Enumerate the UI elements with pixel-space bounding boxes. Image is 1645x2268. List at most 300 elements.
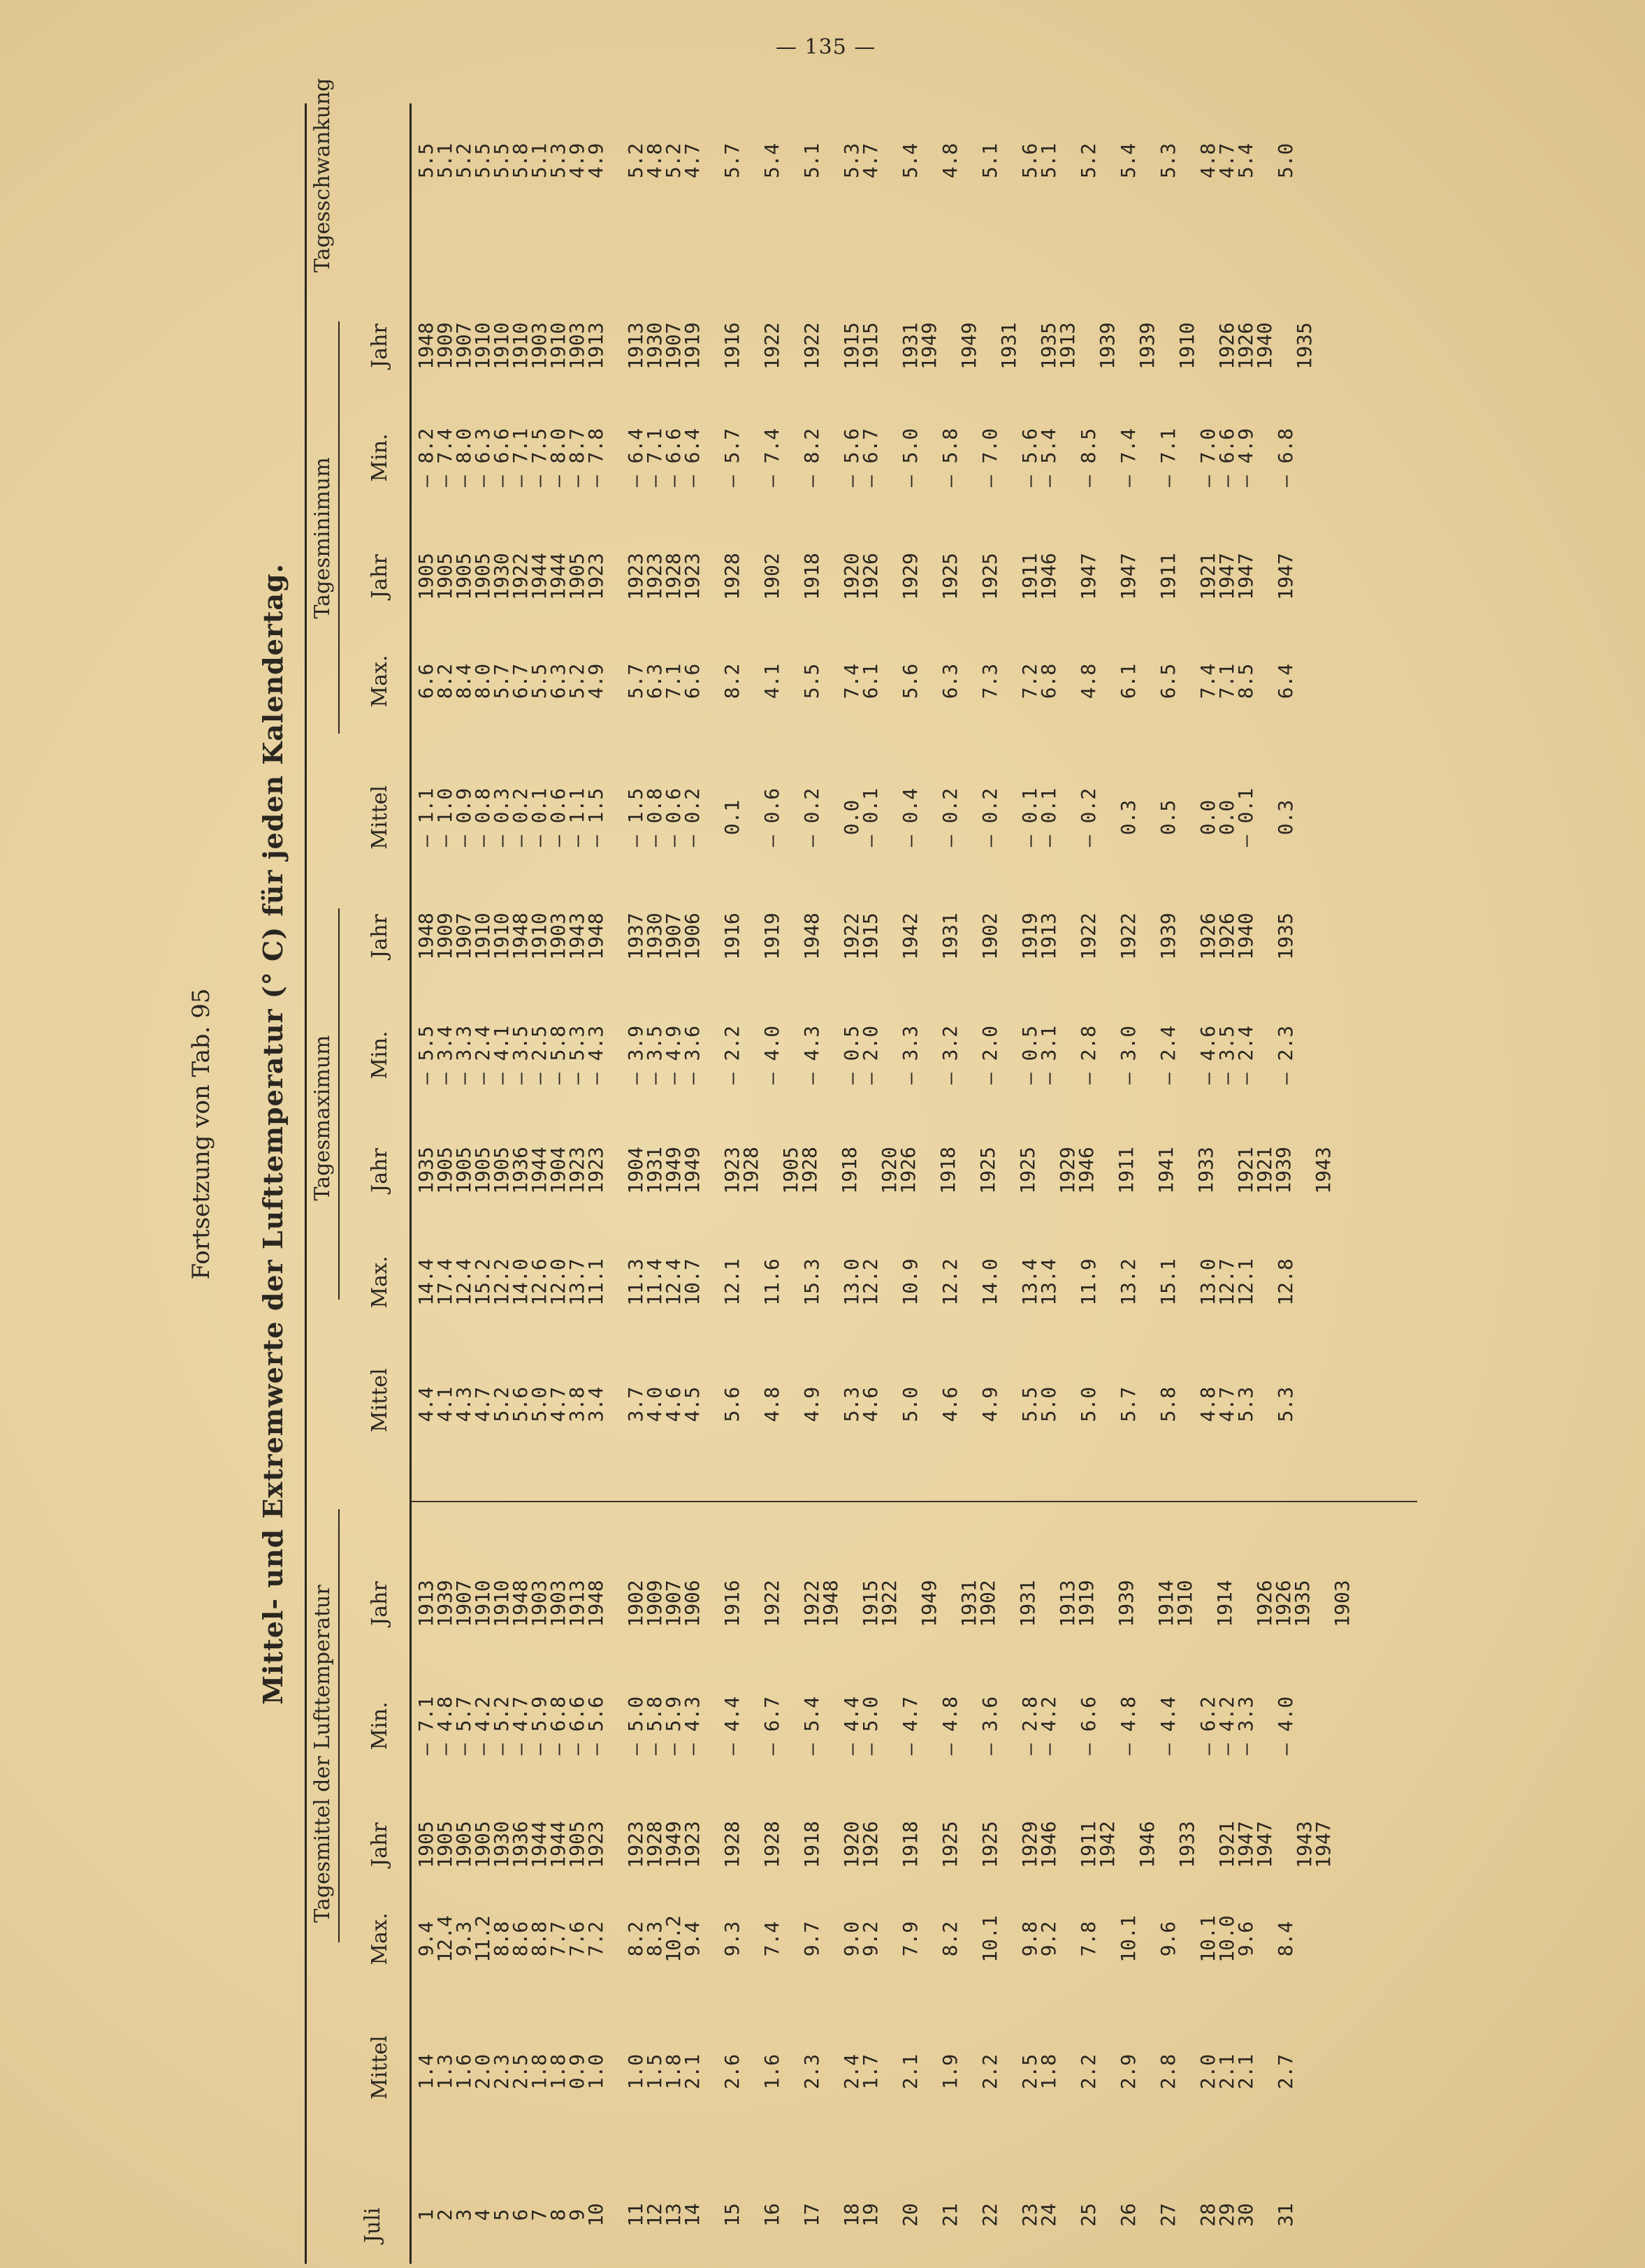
cell-l: 8.2	[720, 663, 744, 699]
cell-h: 1905	[471, 1147, 494, 1194]
cell-j: 1940	[1234, 913, 1257, 960]
cell-p: 5.4	[760, 143, 783, 179]
cell-h: 1918	[838, 1147, 861, 1194]
cell-g: 15.2	[471, 1258, 494, 1306]
cell-day: 15	[720, 2203, 744, 2227]
cell-p: 5.1	[1037, 143, 1060, 179]
cell-h: 1929	[1056, 1147, 1079, 1194]
cell-h: 1931	[643, 1147, 666, 1194]
month-header: Juli	[361, 2207, 385, 2243]
cell-b: 7.8	[1077, 1921, 1100, 1957]
cell-a: 1.6	[760, 2053, 783, 2090]
cell-a: 1.8	[662, 2053, 685, 2090]
cell-c: 1946	[1037, 1821, 1060, 1868]
cell-i: — 3.4	[433, 1025, 456, 1085]
cell-f: 4.7	[1215, 1386, 1238, 1423]
cell-n: — 7.0	[978, 428, 1001, 488]
cell-h: 1905	[779, 1147, 802, 1194]
column-e	[414, 1572, 1354, 1635]
cell-f: 5.3	[840, 1386, 863, 1423]
cell-f: 3.4	[584, 1386, 607, 1423]
cell-i: — 2.5	[528, 1025, 551, 1085]
cell-m: 1911	[1157, 553, 1180, 600]
cell-i: — 0.5	[1018, 1025, 1041, 1085]
cell-p: 5.3	[546, 143, 570, 179]
cell-g: 17.4	[433, 1258, 456, 1306]
cell-n: — 5.8	[939, 428, 962, 488]
cell-k: 0.5	[1157, 799, 1180, 836]
cell-m: 1923	[681, 553, 704, 600]
cell-b: 8.3	[643, 1921, 666, 1957]
cell-l: 7.4	[1196, 663, 1219, 699]
cell-k: — 0.1	[1234, 787, 1257, 848]
cell-d: — 4.4	[1157, 1696, 1180, 1756]
cell-a: 2.2	[978, 2053, 1001, 2090]
cell-h: 1943	[1312, 1147, 1335, 1194]
cell-h: 1904	[624, 1147, 647, 1194]
cell-a: 1.3	[433, 2053, 456, 2090]
cell-day: 12	[643, 2203, 666, 2227]
cell-day: 8	[546, 2209, 570, 2221]
cell-c: 1944	[528, 1821, 551, 1868]
cell-l: 5.7	[624, 663, 647, 699]
cell-d: — 4.2	[1215, 1696, 1238, 1756]
cell-d: — 4.3	[681, 1696, 704, 1756]
column-header-jahr: Jahr	[368, 1822, 392, 1867]
cell-m: 1928	[720, 553, 744, 600]
cell-b: 10.1	[1196, 1915, 1219, 1963]
temperature-table	[305, 78, 1437, 2264]
cell-b: 9.2	[1037, 1921, 1060, 1957]
column-header-jahr: Jahr	[368, 1148, 392, 1193]
column-header-min: Min.	[368, 1031, 392, 1080]
column-i	[416, 1006, 1295, 1104]
cell-p: 5.1	[433, 143, 456, 179]
cell-o: 1909	[433, 322, 456, 370]
column-header-jahr: Jahr	[368, 554, 392, 599]
cell-f: 4.6	[662, 1386, 685, 1423]
cell-n: — 6.4	[681, 428, 704, 488]
cell-p: 5.1	[528, 143, 551, 179]
cell-g: 13.4	[1018, 1258, 1041, 1306]
cell-day: 23	[1018, 2203, 1041, 2227]
cell-g: 12.1	[720, 1258, 744, 1306]
column-k	[416, 769, 1295, 866]
cell-d: — 5.0	[624, 1696, 647, 1756]
cell-f: 4.7	[546, 1386, 570, 1423]
cell-k: — 0.8	[643, 787, 666, 848]
cell-f: 5.0	[528, 1386, 551, 1423]
cell-d: — 6.2	[1196, 1696, 1219, 1756]
cell-n: — 7.1	[1157, 428, 1180, 488]
cell-d: — 2.8	[1018, 1696, 1041, 1756]
cell-b: 9.3	[720, 1921, 744, 1957]
cell-l: 5.2	[565, 663, 588, 699]
column-p	[416, 133, 1295, 189]
cell-n: — 8.7	[565, 428, 588, 488]
cell-m: 1947	[1117, 553, 1140, 600]
cell-f: 4.8	[1196, 1386, 1219, 1423]
cell-m: 1905	[471, 553, 494, 600]
cell-k: — 0.1	[859, 787, 882, 848]
cell-a: 2.3	[800, 2053, 823, 2090]
cell-c: 1933	[1175, 1821, 1198, 1868]
header-bottom-rule	[410, 103, 412, 2264]
cell-c: 1929	[1018, 1821, 1041, 1868]
cell-f: 4.1	[433, 1386, 456, 1423]
cell-day: 2	[433, 2209, 456, 2221]
cell-p: 5.2	[624, 143, 647, 179]
column-divider	[411, 1501, 1417, 1502]
cell-day: 22	[978, 2203, 1001, 2227]
cell-e: 1902	[976, 1580, 999, 1627]
cell-h: 1920	[878, 1147, 901, 1194]
cell-p: 4.8	[1196, 143, 1219, 179]
cell-h: 1911	[1115, 1147, 1138, 1194]
cell-day: 29	[1215, 2203, 1238, 2227]
cell-m: 1925	[978, 553, 1001, 600]
cell-j: 1935	[1274, 913, 1297, 960]
cell-l: 6.3	[546, 663, 570, 699]
cell-i: — 2.4	[1234, 1025, 1257, 1085]
cell-l: 7.2	[1018, 663, 1041, 699]
cell-k: — 0.6	[546, 787, 570, 848]
cell-b: 9.2	[859, 1921, 882, 1957]
group-header-tagesmittel: Tagesmittel der Lufttemperatur	[310, 1585, 335, 1923]
column-header-min: Min.	[368, 1701, 392, 1750]
cell-p: 5.5	[490, 143, 513, 179]
cell-e: 1914	[1154, 1580, 1177, 1627]
cell-k: — 0.1	[528, 787, 551, 848]
cell-b: 9.4	[414, 1921, 437, 1957]
cell-d: — 7.1	[414, 1696, 437, 1756]
cell-a: 1.5	[643, 2053, 666, 2090]
cell-day: 25	[1077, 2203, 1100, 2227]
cell-j: 1913	[1037, 913, 1060, 960]
cell-b: 9.3	[452, 1921, 475, 1957]
cell-n: — 8.0	[452, 428, 475, 488]
cell-o: 1926	[1234, 322, 1257, 370]
cell-p: 5.5	[471, 143, 494, 179]
cell-g: 12.8	[1274, 1258, 1297, 1306]
cell-i: — 0.5	[840, 1025, 863, 1085]
cell-o: 1910	[1175, 322, 1198, 370]
cell-f: 3.7	[624, 1386, 647, 1423]
cell-j: 1907	[452, 913, 475, 960]
cell-e: 1910	[471, 1580, 494, 1627]
cell-n: — 7.4	[760, 428, 783, 488]
cell-l: 8.5	[1234, 663, 1257, 699]
cell-k: — 1.0	[433, 787, 456, 848]
cell-o: 1922	[800, 322, 823, 370]
cell-d: — 5.8	[643, 1696, 666, 1756]
cell-h: 1923	[565, 1147, 588, 1194]
cell-k: — 0.2	[978, 787, 1001, 848]
cell-day: 5	[490, 2209, 513, 2221]
cell-c: 1928	[643, 1821, 666, 1868]
cell-i: — 2.8	[1077, 1025, 1100, 1085]
cell-b: 12.4	[433, 1915, 456, 1963]
cell-j: 1910	[528, 913, 551, 960]
cell-g: 12.2	[859, 1258, 882, 1306]
cell-n: — 7.8	[584, 428, 607, 488]
cell-o: 1949	[957, 322, 980, 370]
cell-n: — 6.8	[1274, 428, 1297, 488]
cell-l: 5.5	[528, 663, 551, 699]
cell-c: 1949	[662, 1821, 685, 1868]
cell-a: 1.8	[1037, 2053, 1060, 2090]
cell-o: 1913	[1056, 322, 1079, 370]
cell-m: 1911	[1018, 553, 1041, 600]
cell-o: 1910	[490, 322, 513, 370]
cell-g: 15.3	[800, 1258, 823, 1306]
cell-i: — 5.5	[414, 1025, 437, 1085]
cell-m: 1905	[433, 553, 456, 600]
cell-b: 8.2	[939, 1921, 962, 1957]
cell-i: — 3.0	[1117, 1025, 1140, 1085]
table-subtitle: Fortsetzung von Tab. 95	[187, 988, 215, 1280]
cell-a: 2.5	[1018, 2053, 1041, 2090]
cell-p: 5.2	[1077, 143, 1100, 179]
cell-c: 1923	[681, 1821, 704, 1868]
cell-g: 12.0	[546, 1258, 570, 1306]
cell-k: 0.1	[720, 799, 744, 836]
cell-b: 9.0	[840, 1921, 863, 1957]
cell-b: 10.1	[1117, 1915, 1140, 1963]
cell-c: 1918	[800, 1821, 823, 1868]
cell-o: 1949	[918, 322, 941, 370]
cell-m: 1905	[565, 553, 588, 600]
cell-e: 1931	[1016, 1580, 1039, 1627]
cell-a: 2.0	[1196, 2053, 1219, 2090]
cell-a: 2.1	[1234, 2053, 1257, 2090]
cell-o: 1903	[528, 322, 551, 370]
cell-i: — 5.3	[565, 1025, 588, 1085]
cell-o: 1931	[899, 322, 922, 370]
cell-e: 1909	[643, 1580, 666, 1627]
cell-g: 11.4	[643, 1258, 666, 1306]
cell-k: — 0.6	[662, 787, 685, 848]
cell-e: 1922	[800, 1580, 823, 1627]
cell-a: 1.6	[452, 2053, 475, 2090]
cell-a: 2.2	[1077, 2053, 1100, 2090]
cell-k: — 1.1	[565, 787, 588, 848]
cell-g: 11.3	[624, 1258, 647, 1306]
cell-p: 4.8	[643, 143, 666, 179]
cell-n: — 6.3	[471, 428, 494, 488]
cell-m: 1929	[899, 553, 922, 600]
cell-e: 1915	[859, 1580, 882, 1627]
cell-e: 1903	[546, 1580, 570, 1627]
cell-m: 1944	[546, 553, 570, 600]
cell-h: 1904	[546, 1147, 570, 1194]
cell-h: 1935	[414, 1147, 437, 1194]
cell-l: 8.0	[471, 663, 494, 699]
cell-f: 4.9	[978, 1386, 1001, 1423]
cell-day: 13	[662, 2203, 685, 2227]
cell-f: 4.0	[643, 1386, 666, 1423]
cell-j: 1926	[1196, 913, 1219, 960]
cell-n: — 8.0	[546, 428, 570, 488]
cell-k: — 0.3	[490, 787, 513, 848]
cell-c: 1928	[720, 1821, 744, 1868]
cell-h: 1923	[584, 1147, 607, 1194]
cell-p: 5.7	[720, 143, 744, 179]
column-b	[416, 1907, 1295, 1970]
cell-g: 12.2	[939, 1258, 962, 1306]
cell-n: — 7.1	[509, 428, 532, 488]
cell-h: 1946	[1075, 1147, 1098, 1194]
cell-d: — 6.6	[565, 1696, 588, 1756]
cell-d: — 6.8	[546, 1696, 570, 1756]
cell-o: 1922	[760, 322, 783, 370]
cell-m: 1947	[1077, 553, 1100, 600]
cell-i: — 4.1	[490, 1025, 513, 1085]
cell-l: 6.6	[414, 663, 437, 699]
cell-o: 1948	[414, 322, 437, 370]
cell-a: 2.9	[1117, 2053, 1140, 2090]
cell-b: 7.4	[760, 1921, 783, 1957]
cell-e: 1939	[433, 1580, 456, 1627]
cell-p: 4.9	[565, 143, 588, 179]
cell-l: 7.1	[1215, 663, 1238, 699]
cell-a: 1.7	[859, 2053, 882, 2090]
cell-k: — 1.1	[414, 787, 437, 848]
cell-k: — 0.4	[899, 787, 922, 848]
cell-day: 14	[681, 2203, 704, 2227]
cell-day: 28	[1196, 2203, 1219, 2227]
cell-c: 1928	[760, 1821, 783, 1868]
cell-c: 1923	[584, 1821, 607, 1868]
cell-j: 1926	[1215, 913, 1238, 960]
cell-d: — 6.7	[760, 1696, 783, 1756]
cell-d: — 4.4	[720, 1696, 744, 1756]
cell-day: 17	[800, 2203, 823, 2227]
cell-day: 10	[584, 2203, 607, 2227]
column-j	[416, 905, 1295, 968]
cell-h: 1941	[1154, 1147, 1177, 1194]
cell-b: 8.8	[528, 1921, 551, 1957]
cell-g: 13.7	[565, 1258, 588, 1306]
cell-i: — 2.0	[859, 1025, 882, 1085]
cell-c: 1943	[1293, 1821, 1316, 1868]
cell-o: 1935	[1293, 322, 1316, 370]
cell-o: 1913	[624, 322, 647, 370]
cell-e: 1910	[1173, 1580, 1196, 1627]
group-rule-tagesmaximum	[338, 908, 340, 1300]
cell-c: 1905	[414, 1821, 437, 1868]
cell-day: 31	[1274, 2203, 1297, 2227]
cell-e: 1922	[760, 1580, 783, 1627]
cell-p: 5.4	[1234, 143, 1257, 179]
cell-e: 1916	[720, 1580, 744, 1627]
cell-e: 1903	[528, 1580, 551, 1627]
cell-h: 1939	[1272, 1147, 1295, 1194]
cell-o: 1913	[584, 322, 607, 370]
cell-d: — 4.2	[471, 1696, 494, 1756]
cell-a: 1.8	[528, 2053, 551, 2090]
cell-o: 1935	[1037, 322, 1060, 370]
cell-day: 4	[471, 2209, 494, 2221]
cell-l: 4.8	[1077, 663, 1100, 699]
cell-g: 13.0	[840, 1258, 863, 1306]
cell-d: — 4.7	[509, 1696, 532, 1756]
cell-g: 11.6	[760, 1258, 783, 1306]
cell-a: 0.9	[565, 2053, 588, 2090]
cell-j: 1922	[1077, 913, 1100, 960]
cell-l: 8.4	[452, 663, 475, 699]
cell-k: — 0.6	[760, 787, 783, 848]
cell-f: 4.3	[452, 1386, 475, 1423]
cell-n: — 7.5	[528, 428, 551, 488]
column-header-max: Max.	[368, 655, 392, 708]
cell-n: — 5.7	[720, 428, 744, 488]
cell-c: 1930	[490, 1821, 513, 1868]
cell-g: 13.4	[1037, 1258, 1060, 1306]
cell-e: 1919	[1075, 1580, 1098, 1627]
cell-k: — 1.5	[584, 787, 607, 848]
cell-g: 15.1	[1157, 1258, 1180, 1306]
cell-f: 4.4	[414, 1386, 437, 1423]
table-title: Mittel- und Extremwerte der Lufttemperatur (° C) für jeden Kalendertag.	[257, 563, 289, 1705]
cell-e: 1907	[452, 1580, 475, 1627]
cell-b: 9.6	[1234, 1921, 1257, 1957]
cell-p: 4.8	[939, 143, 962, 179]
cell-i: — 4.3	[800, 1025, 823, 1085]
cell-p: 5.4	[1117, 143, 1140, 179]
cell-m: 1902	[760, 553, 783, 600]
cell-p: 5.6	[1018, 143, 1041, 179]
cell-d: — 5.9	[528, 1696, 551, 1756]
cell-d: — 3.3	[1234, 1696, 1257, 1756]
cell-k: 0.0	[1215, 799, 1238, 836]
cell-day: 27	[1157, 2203, 1180, 2227]
cell-d: — 4.7	[899, 1696, 922, 1756]
cell-c: 1923	[624, 1821, 647, 1868]
cell-n: — 4.9	[1234, 428, 1257, 488]
cell-g: 12.6	[528, 1258, 551, 1306]
cell-f: 5.6	[720, 1386, 744, 1423]
cell-p: 5.5	[414, 143, 437, 179]
column-header-jahr: Jahr	[368, 324, 392, 368]
cell-j: 1919	[760, 913, 783, 960]
cell-o: 1907	[452, 322, 475, 370]
cell-f: 5.3	[1234, 1386, 1257, 1423]
cell-k: — 0.2	[509, 787, 532, 848]
cell-p: 4.7	[859, 143, 882, 179]
cell-b: 9.7	[800, 1921, 823, 1957]
cell-j: 1919	[1018, 913, 1041, 960]
column-c	[416, 1813, 1333, 1876]
cell-j: 1910	[471, 913, 494, 960]
cell-a: 1.9	[939, 2053, 962, 2090]
column-f	[416, 1376, 1295, 1432]
cell-e: 1913	[565, 1580, 588, 1627]
cell-day: 16	[760, 2203, 783, 2227]
cell-j: 1948	[584, 913, 607, 960]
cell-m: 1918	[800, 553, 823, 600]
column-d	[416, 1677, 1295, 1775]
cell-b: 8.6	[509, 1921, 532, 1957]
cell-k: — 0.1	[1018, 787, 1041, 848]
group-header-tagesschwankung: Tagesschwankung	[310, 78, 335, 272]
cell-n: — 7.0	[1196, 428, 1219, 488]
cell-m: 1926	[859, 553, 882, 600]
cell-i: — 4.6	[1196, 1025, 1219, 1085]
cell-a: 2.6	[720, 2053, 744, 2090]
cell-h: 1905	[452, 1147, 475, 1194]
cell-c: 1946	[1136, 1821, 1159, 1868]
